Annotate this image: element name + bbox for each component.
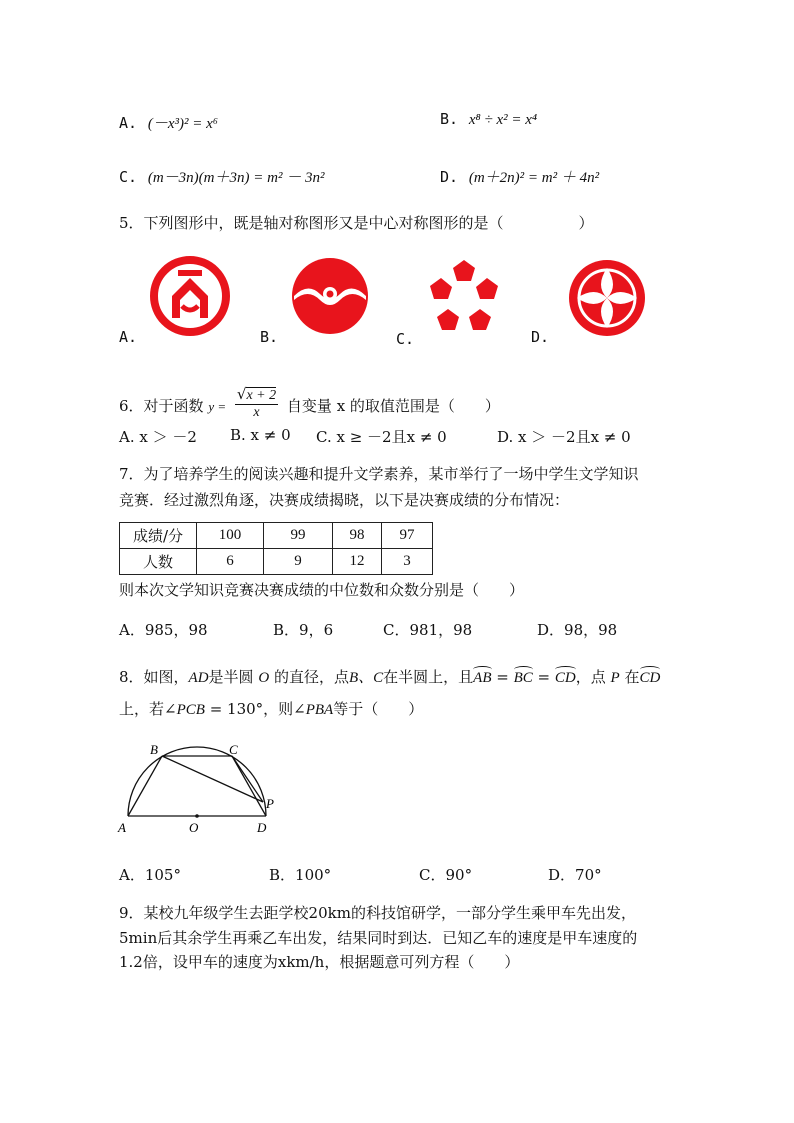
q7-option-d: D．98，98 [537, 621, 618, 639]
text-segment: 在 [624, 668, 640, 686]
point-p: P [610, 670, 620, 686]
option-expression: x⁸ ÷ x² = x⁴ [468, 112, 538, 128]
q5-option-b-label: B. [260, 328, 279, 346]
q4-option-b [440, 110, 537, 129]
text-segment: 上，若∠ [119, 700, 177, 718]
label-p: P [266, 796, 274, 811]
angle-pba: PBA [305, 702, 334, 718]
q5-option-c-label: C. [396, 330, 415, 348]
table-cell: 12 [333, 549, 382, 575]
score-distribution-table [119, 522, 433, 575]
q5-stem: 5．下列图形中，既是轴对称图形又是中心对称图形的是（ ） [119, 214, 594, 232]
q6-prefix: 6．对于函数 [119, 397, 204, 415]
label-d: D [257, 820, 267, 835]
arc-bc: BC [513, 670, 533, 686]
text-segment: 在半圆上，且 [383, 668, 474, 686]
q6-option-a: A. x ＞ －2 [119, 428, 197, 446]
q8-option-a: A．105° [119, 866, 181, 884]
table-cell: 100 [197, 523, 264, 549]
table-cell: 9 [264, 549, 333, 575]
q6-stem [119, 385, 500, 425]
option-label: A. [119, 114, 138, 132]
q7-question: 则本次文学知识竞赛决赛成绩的中位数和众数分别是（ ） [119, 581, 525, 599]
table-cell: 97 [382, 523, 433, 549]
q4-option-c [119, 166, 324, 187]
q6-option-b: B. x ≠ 0 [230, 426, 291, 444]
table-cell: 6 [197, 549, 264, 575]
emblem-d-figure [567, 258, 647, 338]
table-row [120, 549, 433, 575]
table-row [120, 523, 433, 549]
q6-option-d: D. x ＞ －2且x ≠ 0 [497, 428, 631, 446]
arc-cd: CD [639, 670, 661, 686]
q7-option-a: A．985，98 [119, 621, 208, 639]
points-bc: B、C [348, 670, 384, 686]
option-label: D. [440, 168, 459, 186]
option-label: C. [119, 168, 138, 186]
q6-option-c: C. x ≥ －2且x ≠ 0 [316, 428, 447, 446]
q7-stem-line2: 竞赛．经过激烈角逐，决赛成绩揭晓，以下是决赛成绩的分布情况： [119, 491, 570, 509]
q6-radicand: x + 2 [246, 388, 277, 403]
option-expression: (m＋2n)² = m² ＋ 4n² [468, 170, 600, 186]
text-segment: 8．如图， [119, 668, 189, 686]
q4-option-a [119, 112, 218, 133]
text-segment: = 130°，则∠ [204, 700, 306, 718]
table-cell: 98 [333, 523, 382, 549]
text-segment: 是半圆 [208, 668, 254, 686]
q7-option-b: B．9，6 [273, 621, 334, 639]
table-header-cell: 成绩/分 [120, 523, 197, 549]
segment-ad: AD [188, 670, 209, 686]
text-segment: ，点 [575, 668, 606, 686]
q5-option-a-label: A. [119, 328, 138, 346]
emblem-c-figure [424, 256, 504, 336]
q9-stem-line3: 1.2倍，设甲车的速度为xkm/h，根据题意可列方程（ ） [119, 953, 520, 971]
text-segment: 的直径，点 [273, 668, 349, 686]
q8-option-b: B．100° [269, 866, 332, 884]
label-b: B [150, 742, 158, 757]
q8-stem-line2 [119, 698, 423, 719]
q6-fraction-numerator: √x + 2 [236, 385, 277, 403]
q7-option-c: C．981，98 [383, 621, 473, 639]
q8-option-c: C．90° [419, 866, 473, 884]
label-c: C [229, 742, 238, 757]
option-expression: (－x³)² = x⁶ [147, 116, 218, 132]
q6-suffix: 自变量 x 的取值范围是（ ） [286, 397, 500, 415]
table-header-cell: 人数 [120, 549, 197, 575]
emblem-b-figure [290, 256, 370, 336]
table-cell: 99 [264, 523, 333, 549]
arc-cd: CD [554, 670, 576, 686]
table-cell: 3 [382, 549, 433, 575]
q9-stem-line2: 5min后其余学生再乘乙车出发，结果同时到达．已知乙车的速度是甲车速度的 [119, 929, 638, 947]
q4-option-d [440, 166, 599, 187]
semicircle-figure [112, 740, 282, 836]
q7-stem-line1: 7．为了培养学生的阅读兴趣和提升文学素养，某市举行了一场中学生文学知识 [119, 465, 639, 483]
option-label: B. [440, 110, 459, 128]
text-segment: 等于（ ） [333, 700, 424, 718]
q6-fraction [235, 385, 278, 421]
label-o: O [189, 820, 199, 835]
q5-option-d-label: D. [531, 328, 550, 346]
point-o: O [258, 670, 270, 686]
q6-function-lhs: y = [208, 399, 227, 414]
label-a: A [118, 820, 126, 835]
emblem-a-figure [150, 256, 230, 336]
q9-stem-line1: 9．某校九年级学生去距学校20km的科技馆研学，一部分学生乘甲车先出发， [119, 904, 636, 922]
q6-fraction-denominator: x [253, 405, 260, 420]
q8-option-d: D．70° [548, 866, 602, 884]
q8-stem-line1: 8．如图，AD是半圆 O 的直径，点B、C在半圆上，且AB = BC = CD，点 P 在CD [119, 668, 661, 686]
option-expression: (m－3n)(m＋3n) = m² － 3n² [147, 170, 325, 186]
angle-pcb: PCB [176, 702, 205, 718]
arc-ab: AB [473, 670, 492, 686]
